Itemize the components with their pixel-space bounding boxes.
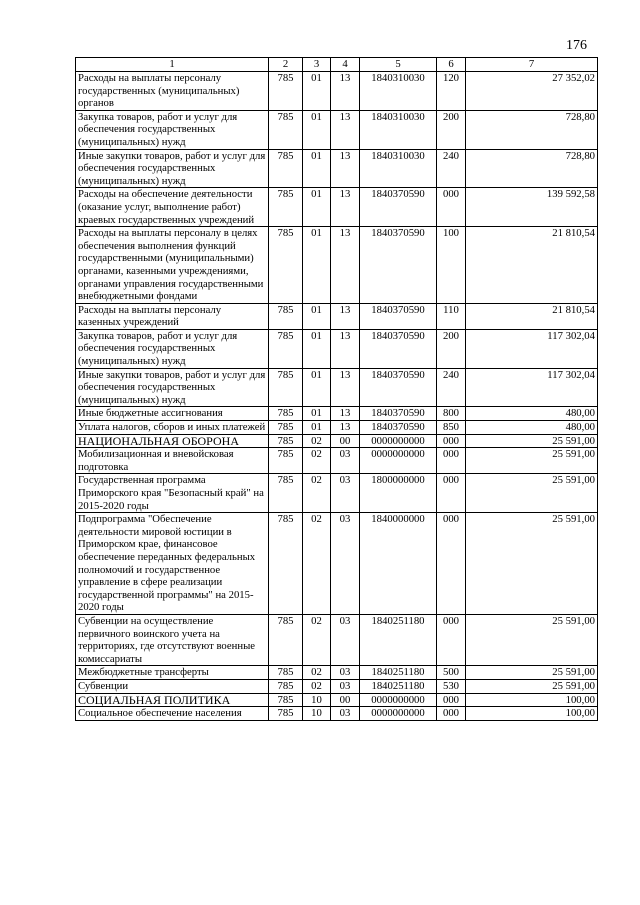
row-name: Расходы на выплаты персоналу казенных учреждений: [76, 303, 269, 329]
row-code-subsection: 13: [331, 188, 360, 227]
row-name: Государственная программа Приморского края "Безопасный край" на 2015-2020 годы: [76, 474, 269, 513]
row-code-ministry: 785: [269, 303, 303, 329]
row-code-target: 1840370590: [360, 303, 437, 329]
row-code-subsection: 00: [331, 693, 360, 707]
row-code-expense-type: 000: [437, 474, 466, 513]
row-code-section: 01: [303, 421, 331, 435]
header-cell-2: 2: [269, 58, 303, 72]
row-code-ministry: 785: [269, 614, 303, 665]
row-code-section: 02: [303, 666, 331, 680]
row-code-expense-type: 200: [437, 110, 466, 149]
row-code-section: 01: [303, 303, 331, 329]
row-code-expense-type: 000: [437, 614, 466, 665]
row-code-expense-type: 240: [437, 368, 466, 407]
row-code-section: 01: [303, 188, 331, 227]
row-code-ministry: 785: [269, 72, 303, 111]
row-amount: 21 810,54: [466, 303, 598, 329]
row-name: Расходы на выплаты персоналу государственных (муниципальных) органов: [76, 72, 269, 111]
table-row: [76, 474, 598, 513]
row-name: Иные закупки товаров, работ и услуг для обеспечения государственных (муниципальных) нужд: [76, 368, 269, 407]
row-code-section: 02: [303, 434, 331, 448]
page-number: 176: [566, 38, 587, 53]
row-code-target: 1840251180: [360, 679, 437, 693]
row-code-subsection: 03: [331, 513, 360, 615]
header-cell-6: 6: [437, 58, 466, 72]
row-code-ministry: 785: [269, 421, 303, 435]
row-name: Подпрограмма "Обеспечение деятельности мировой юстиции в Приморском крае, финансовое обеспечение переданных федеральных полномочий и государственное управление в сфере реализации государственной программы" на 2015-2020 годы: [76, 513, 269, 615]
table-row: [76, 227, 598, 304]
row-amount: 21 810,54: [466, 227, 598, 304]
table-row: [76, 707, 598, 721]
row-code-ministry: 785: [269, 707, 303, 721]
row-amount: 100,00: [466, 707, 598, 721]
row-code-subsection: 13: [331, 110, 360, 149]
row-code-expense-type: 000: [437, 707, 466, 721]
row-code-target: 0000000000: [360, 707, 437, 721]
row-amount: 25 591,00: [466, 679, 598, 693]
row-amount: 25 591,00: [466, 448, 598, 474]
row-code-target: 1840370590: [360, 227, 437, 304]
row-code-target: 1840251180: [360, 666, 437, 680]
row-code-subsection: 13: [331, 149, 360, 188]
row-code-target: 1840370590: [360, 368, 437, 407]
row-code-target: 0000000000: [360, 434, 437, 448]
row-code-expense-type: 120: [437, 72, 466, 111]
header-cell-7: 7: [466, 58, 598, 72]
table-row: [76, 614, 598, 665]
row-code-ministry: 785: [269, 513, 303, 615]
header-cell-4: 4: [331, 58, 360, 72]
row-code-subsection: 03: [331, 614, 360, 665]
row-code-subsection: 03: [331, 474, 360, 513]
table-row: [76, 110, 598, 149]
row-code-subsection: 13: [331, 329, 360, 368]
row-name: НАЦИОНАЛЬНАЯ ОБОРОНА: [76, 434, 269, 448]
row-name: Социальное обеспечение населения: [76, 707, 269, 721]
row-code-expense-type: 000: [437, 513, 466, 615]
table-row: [76, 679, 598, 693]
row-name: Уплата налогов, сборов и иных платежей: [76, 421, 269, 435]
row-amount: 25 591,00: [466, 434, 598, 448]
row-code-target: 0000000000: [360, 448, 437, 474]
header-cell-3: 3: [303, 58, 331, 72]
row-code-section: 01: [303, 329, 331, 368]
row-code-subsection: 00: [331, 434, 360, 448]
table-row: [76, 72, 598, 111]
row-amount: 25 591,00: [466, 513, 598, 615]
table-row: [76, 149, 598, 188]
row-code-expense-type: 000: [437, 434, 466, 448]
header-cell-5: 5: [360, 58, 437, 72]
row-code-section: 01: [303, 149, 331, 188]
row-amount: 117 302,04: [466, 329, 598, 368]
row-code-section: 02: [303, 513, 331, 615]
row-code-expense-type: 200: [437, 329, 466, 368]
row-name: Расходы на выплаты персоналу в целях обеспечения выполнения функций государственными (муниципальными) органами, казенными учреждениями, органами управления государственными внебюджетными фондами: [76, 227, 269, 304]
row-name: Субвенции: [76, 679, 269, 693]
row-code-section: 02: [303, 448, 331, 474]
row-code-ministry: 785: [269, 149, 303, 188]
row-code-ministry: 785: [269, 666, 303, 680]
row-code-ministry: 785: [269, 407, 303, 421]
row-amount: 100,00: [466, 693, 598, 707]
row-amount: 25 591,00: [466, 666, 598, 680]
row-code-target: 1840370590: [360, 188, 437, 227]
row-code-ministry: 785: [269, 188, 303, 227]
header-row: [76, 58, 598, 72]
row-code-expense-type: 000: [437, 693, 466, 707]
row-code-subsection: 13: [331, 407, 360, 421]
row-name: Мобилизационная и вневойсковая подготовка: [76, 448, 269, 474]
row-code-section: 01: [303, 407, 331, 421]
row-code-ministry: 785: [269, 110, 303, 149]
row-code-subsection: 13: [331, 72, 360, 111]
row-name: Иные бюджетные ассигнования: [76, 407, 269, 421]
row-name: Иные закупки товаров, работ и услуг для обеспечения государственных (муниципальных) нужд: [76, 149, 269, 188]
row-name: Закупка товаров, работ и услуг для обеспечения государственных (муниципальных) нужд: [76, 110, 269, 149]
row-code-subsection: 03: [331, 448, 360, 474]
row-code-section: 02: [303, 679, 331, 693]
row-code-ministry: 785: [269, 474, 303, 513]
table-row: [76, 329, 598, 368]
row-code-expense-type: 000: [437, 448, 466, 474]
row-code-subsection: 03: [331, 666, 360, 680]
row-code-subsection: 13: [331, 303, 360, 329]
table-row: [76, 303, 598, 329]
row-code-expense-type: 500: [437, 666, 466, 680]
table-row: [76, 421, 598, 435]
row-code-section: 10: [303, 707, 331, 721]
row-name: Закупка товаров, работ и услуг для обеспечения государственных (муниципальных) нужд: [76, 329, 269, 368]
table-row: [76, 666, 598, 680]
row-code-section: 01: [303, 110, 331, 149]
row-amount: 480,00: [466, 421, 598, 435]
row-code-section: 02: [303, 474, 331, 513]
row-code-section: 10: [303, 693, 331, 707]
row-amount: 728,80: [466, 110, 598, 149]
row-code-target: 1800000000: [360, 474, 437, 513]
row-code-target: 1840310030: [360, 72, 437, 111]
row-code-target: 1840370590: [360, 407, 437, 421]
row-code-ministry: 785: [269, 227, 303, 304]
row-name: Межбюджетные трансферты: [76, 666, 269, 680]
row-code-target: 1840000000: [360, 513, 437, 615]
row-code-ministry: 785: [269, 368, 303, 407]
row-code-expense-type: 000: [437, 188, 466, 227]
row-code-target: 1840310030: [360, 149, 437, 188]
row-code-target: 1840370590: [360, 329, 437, 368]
row-code-ministry: 785: [269, 679, 303, 693]
row-amount: 728,80: [466, 149, 598, 188]
row-amount: 139 592,58: [466, 188, 598, 227]
header-cell-1: 1: [76, 58, 269, 72]
row-code-ministry: 785: [269, 448, 303, 474]
row-code-target: 1840310030: [360, 110, 437, 149]
row-amount: 480,00: [466, 407, 598, 421]
table-row: [76, 434, 598, 448]
row-code-expense-type: 110: [437, 303, 466, 329]
row-amount: 27 352,02: [466, 72, 598, 111]
row-name: СОЦИАЛЬНАЯ ПОЛИТИКА: [76, 693, 269, 707]
row-code-subsection: 13: [331, 421, 360, 435]
row-code-subsection: 13: [331, 227, 360, 304]
table-row: [76, 448, 598, 474]
row-code-subsection: 03: [331, 679, 360, 693]
row-code-expense-type: 800: [437, 407, 466, 421]
row-code-subsection: 03: [331, 707, 360, 721]
row-code-target: 0000000000: [360, 693, 437, 707]
row-name: Расходы на обеспечение деятельности (оказание услуг, выполнение работ) краевых государственных учреждений: [76, 188, 269, 227]
row-amount: 25 591,00: [466, 614, 598, 665]
budget-table: [75, 57, 598, 721]
row-code-expense-type: 240: [437, 149, 466, 188]
table-row: [76, 513, 598, 615]
row-code-section: 01: [303, 227, 331, 304]
table-row: [76, 693, 598, 707]
row-code-expense-type: 850: [437, 421, 466, 435]
row-code-expense-type: 100: [437, 227, 466, 304]
row-code-ministry: 785: [269, 329, 303, 368]
row-code-section: 02: [303, 614, 331, 665]
row-code-expense-type: 530: [437, 679, 466, 693]
row-code-ministry: 785: [269, 434, 303, 448]
table-row: [76, 188, 598, 227]
row-amount: 25 591,00: [466, 474, 598, 513]
row-name: Субвенции на осуществление первичного воинского учета на территориях, где отсутствуют военные комиссариаты: [76, 614, 269, 665]
row-amount: 117 302,04: [466, 368, 598, 407]
table-row: [76, 368, 598, 407]
table-row: [76, 407, 598, 421]
row-code-section: 01: [303, 368, 331, 407]
row-code-section: 01: [303, 72, 331, 111]
row-code-target: 1840251180: [360, 614, 437, 665]
row-code-ministry: 785: [269, 693, 303, 707]
row-code-subsection: 13: [331, 368, 360, 407]
row-code-target: 1840370590: [360, 421, 437, 435]
